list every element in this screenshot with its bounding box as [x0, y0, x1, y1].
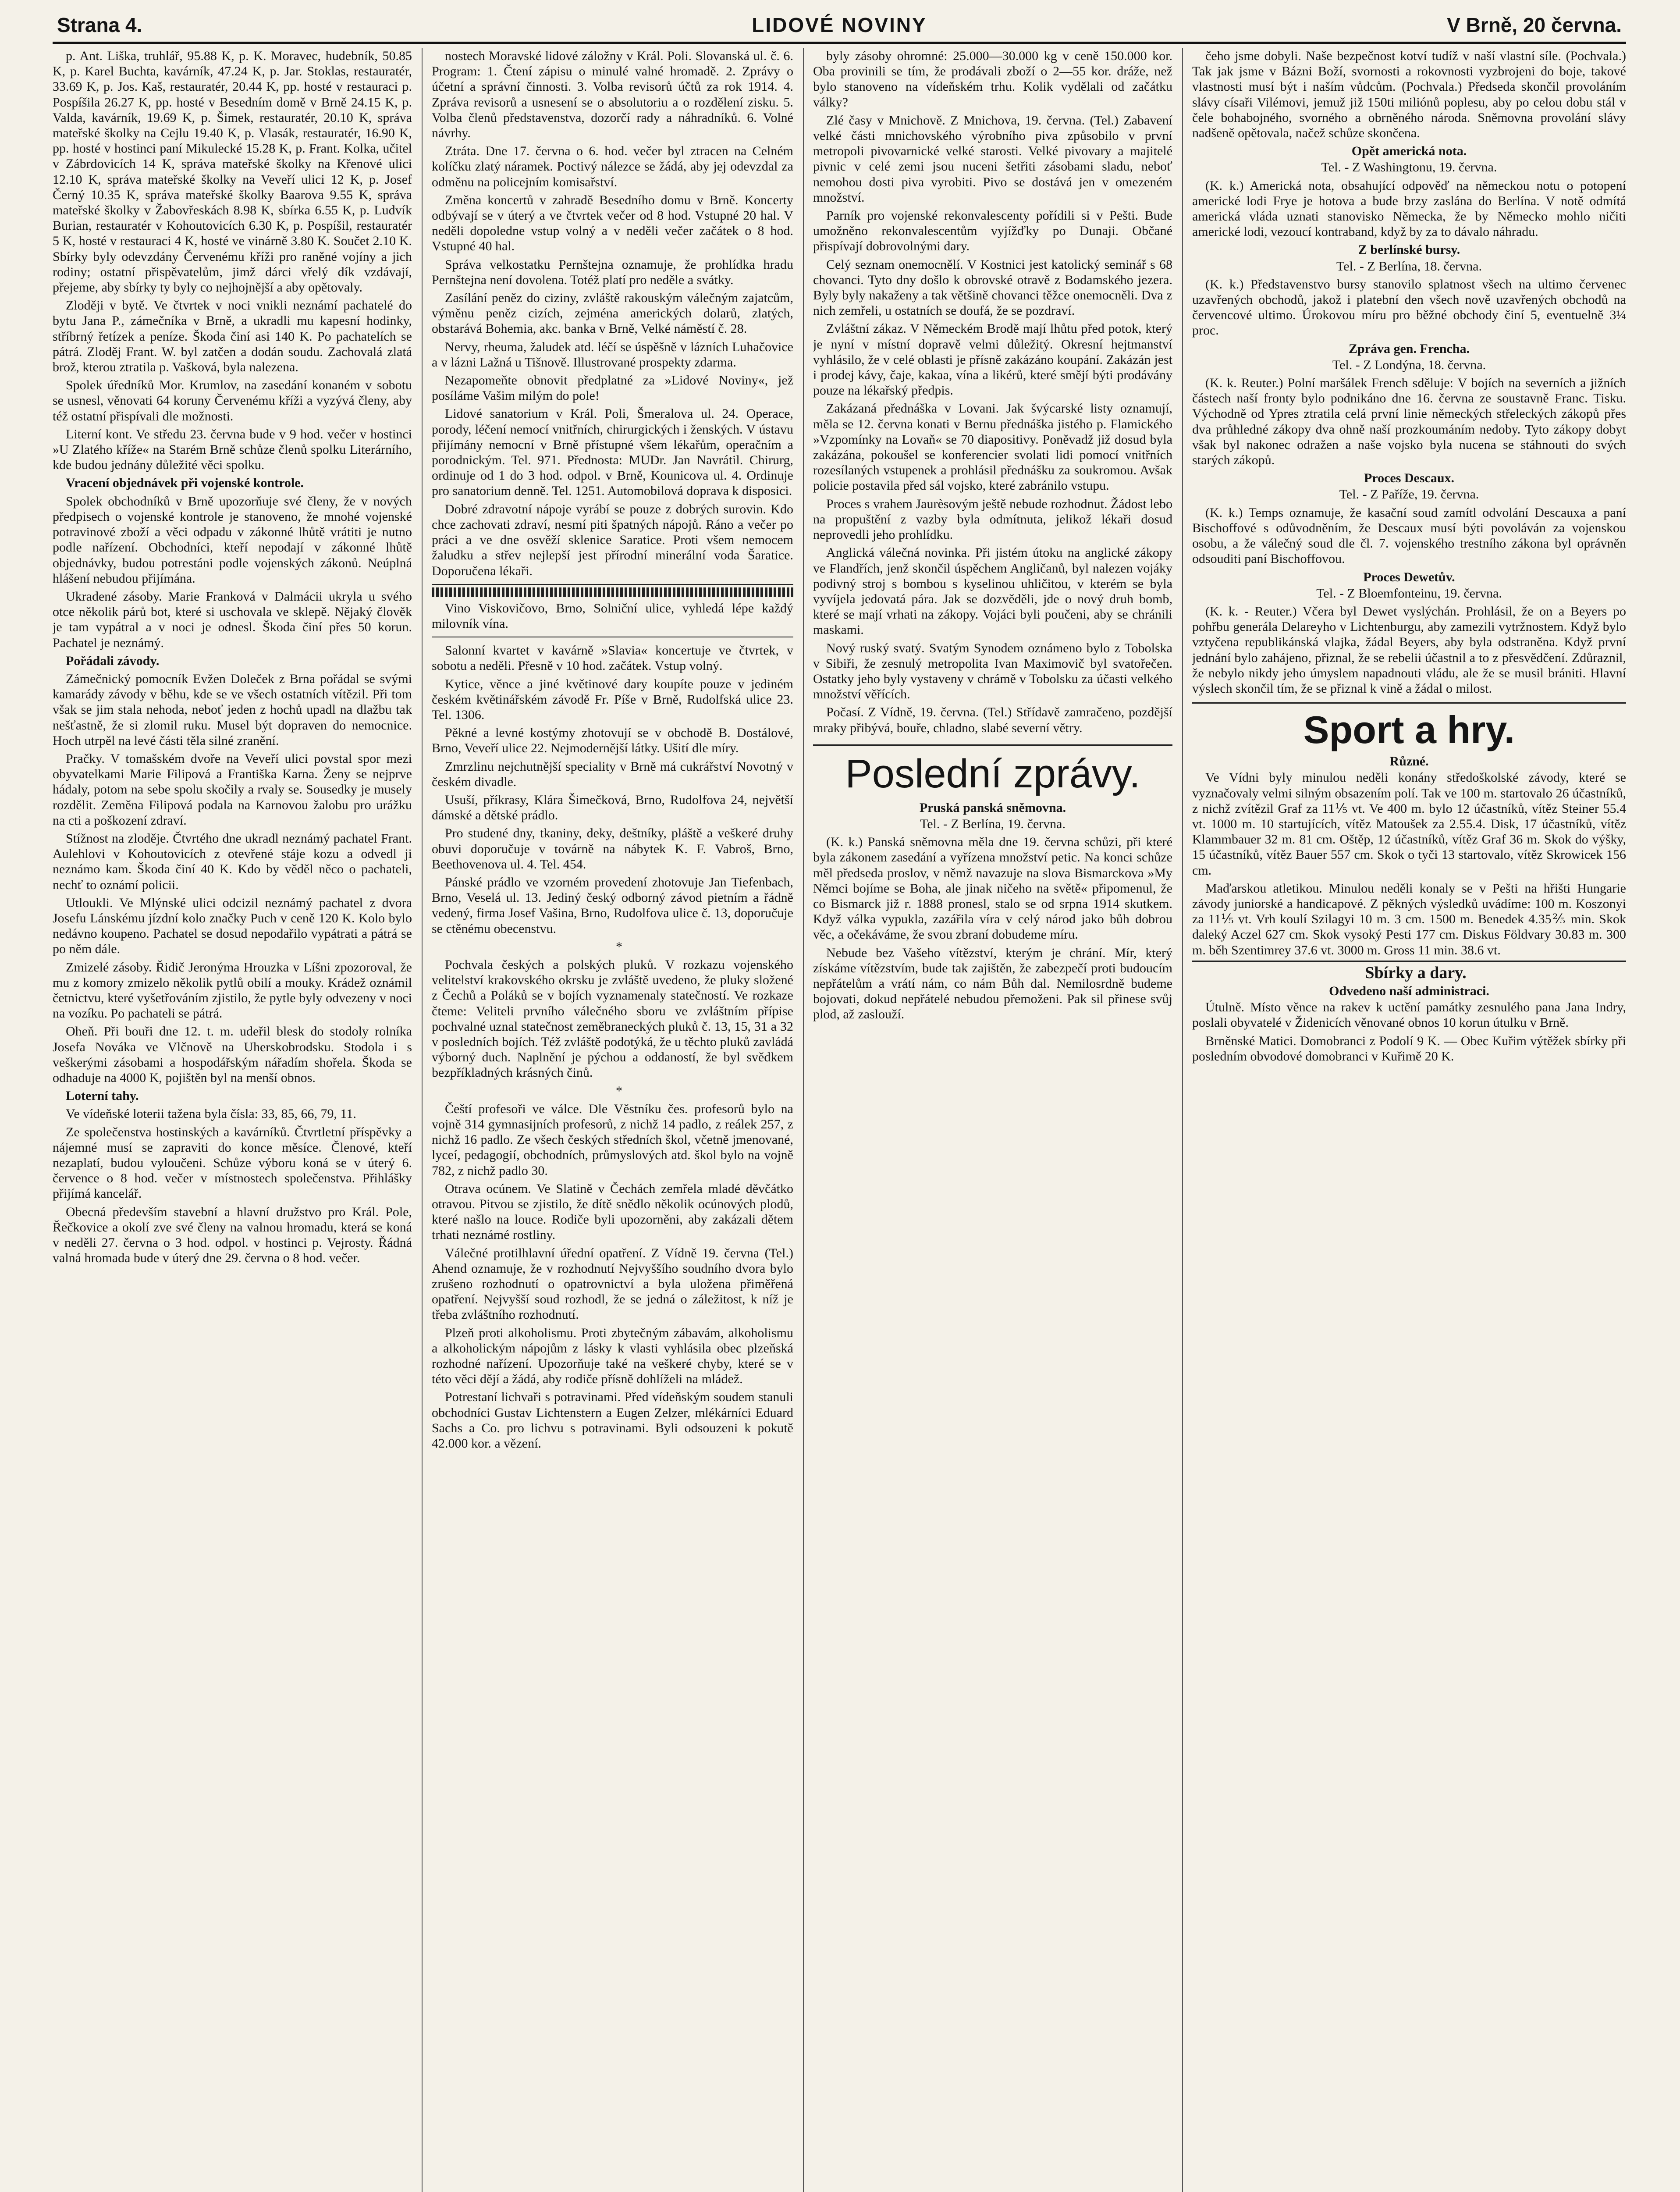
- article-paragraph: Zmizelé zásoby. Řidič Jeronýma Hrouzka v Líšni zpozoroval, že mu z komory zmizelo několik pytlů obilí a mouky. Krádež oznámil četnictvu, které vyšetřováním zjistilo, že pytle byly odvezeny v noci na vozíku. Po pachateli se pátrá.: [53, 960, 412, 1021]
- article-paragraph: Zloději v bytě. Ve čtvrtek v noci vnikli neznámí pachatelé do bytu Jana P., zámečníka v Brně, a ukradli mu kapesní hodinky, stříbrný řetízek a peníze. Škoda činí asi 140 K. Po pachatelích se pátrá. Zloděj Frant. W. byl zatčen a dodán soudu. Zachovalá zlatá brož, kterou ztratila p. Vašková, byla nalezena.: [53, 298, 412, 375]
- article-paragraph: Pochvala českých a polských pluků. V rozkazu vojenského velitelství krakovského okrsku je zvláště uvedeno, že pluky složené z Čechů a Poláků se v bojích vyznamenaly statečností. Ve rozkaze čteme: Veliteli prvního válečného sboru ve zvláštním přípise pochvalné uznal statečnost zeměbraneckých pluků č. 13, 15, 31 a 32 v posledních bojích. Též zvláště podotýká, že u těchto pluků zavládá výborný duch. Naplnění je pýchou a oddaností, že byl svědkem bezpříkladných krásných činů.: [432, 957, 793, 1080]
- article-paragraph: Anglická válečná novinka. Při jistém útoku na anglické zákopy ve Flandřích, jenž skončil úspěchem Angličanů, byl nalezen vojáky podivný stroj s bombou s kyselinou uhličitou, v kterém se byla vyvíjela jedovatá pára. Jak se dozvěděli, jde o nový druh bomb, které se mají vrhati na zákopy. Vojáci byli poučeni, aby se chránili maskami.: [813, 545, 1172, 637]
- news-headline: Různé.: [1389, 754, 1429, 769]
- article-paragraph: Literní kont. Ve středu 23. června bude v 9 hod. večer v hostinci »U Zlatého kříže« na Starém Brně schůze členů spolku Literárního, kde budou jednány důležité věci spolku.: [53, 427, 412, 473]
- article-paragraph: Pro studené dny, tkaniny, deky, deštníky, pláště a veškeré druhy obuvi doporučuje v továrně na nábytek K. F. Vabroš, Brno, Beethovenova ul. 4. Tel. 454.: [432, 826, 793, 872]
- article-paragraph: (K. k.) Temps oznamuje, že kasační soud zamítl odvolání Descauxa a paní Bischoffové s odůvodněním, že Descaux musí býti povoláván za vojenskou osobu, a že válečný soud dle čl. 7. vojenského trestního zákona byl oprávněn odsouditi paní Bischoffovou.: [1192, 505, 1626, 566]
- article-paragraph: Oheň. Při bouři dne 12. t. m. udeřil blesk do stodoly rolníka Josefa Nováka ve Vlčnově na Uherskobrodsku. Stodola i s veškerými zásobami a hospodářským nářadím shořela. Škoda se odhaduje na 4000 K, pojištěn byl na menší obnos.: [53, 1024, 412, 1085]
- article-paragraph: (K. k. Reuter.) Polní maršálek French sděluje: V bojích na severních a jižních částech naší fronty bylo podnikáno dne 16. června ze soustavně Franc. Tisku. Východně od Ypres ztratila celá první linie německých střeleckých zákopů přes dva průhledné zákopy dva ohně naší prozkoumáním nedoby. Tyto zákopy dobyt však byl nakonec odražen a naše vojsko byla nucena se stáhnouti do svých starých zákopů.: [1192, 376, 1626, 468]
- column-1: [53, 48, 412, 2192]
- article-paragraph: Salonní kvartet v kavárně »Slavia« koncertuje ve čtvrtek, v sobotu a neděli. Přesně v 10 hod. začátek. Vstup volný.: [432, 643, 793, 673]
- article-paragraph: Pračky. V tomašském dvoře na Veveří ulici povstal spor mezi obyvatelkami Marie Filipová a Františka Karna. Ženy se nejprve hádaly, potom na sebe spolu skočily a rvaly se. Sousedky je musely rozdělit. Zeměna Filipová podala na Karnovou žalobu pro urážku na cti a poškození zdraví.: [53, 751, 412, 828]
- article-paragraph: Kytice, věnce a jiné květinové dary koupíte pouze v jediném českém květinářském závodě Fr. Píše v Brně, Rudolfská ulice 23. Tel. 1306.: [432, 676, 793, 722]
- dateline: Tel. - Z Berlína, 18. června.: [1336, 259, 1482, 274]
- article-paragraph: (K. k. - Reuter.) Včera byl Dewet vyslýchán. Prohlásil, že on a Beyers po pohřbu generála Delareyho v Lichtenburgu, aby zamezili vytržnostem. Když bylo vztyčena republikánská vlajka, žádal Beyers, aby byla odstraněna. Když první jednání bylo zahájeno, přiznal, že se rebelii účastnil a to z přesvědčení. Zdůraznil, že nebylo nikdy jeho úmyslem napadnouti vládu, ale že se musil brániti. Hlavní výslech skončil tím, že se přiznal k vině a žádal o milost.: [1192, 604, 1626, 696]
- article-paragraph: Spolek obchodníků v Brně upozorňuje své členy, že v nových předpisech o vojenské kontrole je stanoveno, že mnohé vojenské potravinové zboží a věci odpadu v zákonné lhůtě vrátiti je nutno podle nařízení. Obchodníci, kteří nepodají v zákonné lhůtě objednávky, budou potrestáni podle vojenských zákonů. Neúplná hlášení nebudou přijímána.: [53, 494, 412, 586]
- dateline: Tel. - Z Berlína, 19. června.: [920, 816, 1066, 831]
- article-paragraph: Pánské prádlo ve vzorném provedení zhotovuje Jan Tiefenbach, Brno, Veselá ul. 13. Jediný český odborný závod pietním a řádně vedený, firma Josef Vašina, Brno, Rudolfova ulice č. 13, doporučuje se ctěnému obecenstvu.: [432, 875, 793, 936]
- news-headline: Zpráva gen. Frencha.: [1348, 341, 1470, 356]
- article-paragraph: Válečné protilhlavní úřední opatření. Z Vídně 19. června (Tel.) Ahend oznamuje, že v rozhodnutí Nejvyššího soudního dvora bylo zrušeno rozhodnutí o opatrovnictví a byla uložena přiměřená opatření. Nejvyšší soud rozhodl, že se jedná o záležitost, k níž je třeba zvláštního rozhodnutí.: [432, 1245, 793, 1322]
- article-heading: Vracení objednávek při vojenské kontrole.: [66, 476, 304, 491]
- column-4: [1192, 48, 1626, 2192]
- article-paragraph: Obecná především stavební a hlavní družstvo pro Král. Pole, Řečkovice a okolí zve své členy na valnou hromadu, která se koná v neděli 27. června o 3 hod. odpol. v hostinci p. Vejrosty. Řádná valná hromada bude v úterý dne 29. června o 8 hod. večer.: [53, 1204, 412, 1266]
- column-divider: [422, 48, 423, 2192]
- article-paragraph: Nezapomeňte obnovit předplatné za »Lidové Noviny«, jež posíláme Vašim milým do pole!: [432, 373, 793, 403]
- article-paragraph: Čeští profesoři ve válce. Dle Věstníku čes. profesorů bylo na vojně 314 gymnasijních profesorů, z nichž 14 padlo, z reálek 257, z nichž 16 padlo. Ze všech českých středních škol, včetně jmenované, lyceí, pedagogií, obchodních, průmyslových atd. škol bylo na vojně 782, z nichž padlo 30.: [432, 1101, 793, 1178]
- article-paragraph: Usuší, příkrasy, Klára Šimečková, Brno, Rudolfova 24, největší dámské a dětské prádlo.: [432, 792, 793, 823]
- article-paragraph: Pěkné a levné kostýmy zhotovují se v obchodě B. Dostálové, Brno, Veveří ulice 22. Nejmodernější látky. Ušití dle míry.: [432, 726, 793, 756]
- page-number: Strana 4.: [57, 14, 142, 36]
- dateline: Tel. - Z Bloemfonteinu, 19. června.: [1316, 586, 1502, 601]
- article-heading: Loterní tahy.: [66, 1089, 139, 1103]
- article-paragraph: Ze společenstva hostinských a kavárníků. Čtvrtletní příspěvky a nájemné musí se zapraviti do konce měsíce. Členové, kteří nezaplatí, budou vyloučeni. Schůze výboru koná se v úterý 6. července o 8 hod. večer v místnostech společenstva. Přihlášky přijímá kancelář.: [53, 1124, 412, 1201]
- article-paragraph: Stížnost na zloděje. Čtvrtého dne ukradl neznámý pachatel Frant. Aulehlovi v Kohoutovicích z otevřené stáje kozu a odvedl ji neznámo kam. Škoda činí 40 K. Kdo by věděl něco o pachateli, nechť to oznámí policii.: [53, 831, 412, 892]
- article-paragraph: Ztráta. Dne 17. června o 6. hod. večer byl ztracen na Celném kolíčku zlatý náramek. Poctivý nálezce se žádá, aby jej odevzdal za odměnu na policejním komisařství.: [432, 144, 793, 189]
- article-paragraph: Nebude bez Vašeho vítězství, kterým je chrání. Mír, který získáme vítězstvím, bude tak zajištěn, že zabezpečí proti budoucím nepřátelům a vrátí nám, co nám Bůh dal. Nemilosrdně budeme bojovati, dokud nepřátelé nebudou přemoženi. Pak sil přinese svůj plod, až zaslouží.: [813, 945, 1172, 1022]
- article-paragraph: Ukradené zásoby. Marie Franková v Dalmácii ukryla u svého otce několik párů bot, které si uschovala ve sklepě. Nějaký člověk je tam vypátral a v noci je odnesl. Škoda činí přes 50 korun. Pachatel je neznámý.: [53, 589, 412, 650]
- article-paragraph: Zlé časy v Mnichově. Z Mnichova, 19. června. (Tel.) Zabavení velké části mnichovského výrobního piva způsobilo v první metropoli pivovarnické velké starosti. Velké pivovary a majitelé pivnic v celé zemi jsou nuceni šetřiti zásobami sladu, neboť nemohou dosti piva vyrobiti. Pivo se dostává jen v omezeném množství.: [813, 113, 1172, 205]
- ad-ornament: [432, 587, 793, 597]
- dateline: Tel. - Z Londýna, 18. června.: [1332, 357, 1486, 372]
- column-divider: [803, 48, 804, 2192]
- article-paragraph: Otrava ocúnem. Ve Slatině v Čechách zemřela mladé děvčátko otravou. Pitvou se zjistilo, že dítě snědlo několik ocúnových plodů, které našlo na louce. Rodiče byli upozorněni, aby zakázali dětem trhati neznámé rostliny.: [432, 1181, 793, 1242]
- article-paragraph: nostech Moravské lidové záložny v Král. Poli. Slovanská ul. č. 6. Program: 1. Čtení zápisu o minulé valné hromadě. 2. Zprávy o účetní a správní činnosti. 3. Volba revisorů účtů za rok 1914. 4. Zpráva revisorů a usnesení se o absolutoriu a o rozdělení zisku. 5. Volba členů představenstva, dozorčí rady a náhradníků. 6. Volné návrhy.: [432, 49, 793, 141]
- article-paragraph: Maďarskou atletikou. Minulou neděli konaly se v Pešti na hřišti Hungarie závody juniorské a handicapové. Z pěkných výsledků uvádíme: 100 m. Koszonyi za 11⅕ vt. Vrh koulí Szilagyi 10 m. 3 cm. 1500 m. Benedek 4.35⅖ min. Skok daleký Aczel 627 cm. Skok vysoký Pesti 177 cm. Diskus Földvary 30.83 m. 300 m. běh Szentimrey 37.6 vt. 3000 m. Gross 11 min. 38.6 vt.: [1192, 881, 1626, 957]
- article-paragraph: Parník pro vojenské rekonvalescenty pořídili si v Pešti. Bude umožněno rekonvalescentům vyjížďky po Dunaji. Občané přispívají dobrovolnými dary.: [813, 208, 1172, 254]
- section-title-latest-news: Poslední zprávy.: [813, 744, 1172, 796]
- article-paragraph: Potrestaní lichvaři s potravinami. Před vídeňským soudem stanuli obchodníci Gustav Lichtenstern a Eugen Zelzer, mlékárníci Eduard Sachs a Co. pro lichvu s potravinami. Byli odsouzeni k pokutě 42.000 kor. a vězení.: [432, 1390, 793, 1451]
- ad-text: Vino Viskovičovo, Brno, Solniční ulice, vyhledá lépe každý milovník vína.: [432, 601, 793, 631]
- article-paragraph: Ve vídeňské loterii tažena byla čísla: 33, 85, 66, 79, 11.: [66, 1107, 356, 1121]
- news-headline: Proces Descaux.: [1364, 471, 1455, 486]
- article-paragraph: Celý seznam onemocnělí. V Kostnici jest katolický seminář s 68 chovanci. Tyto dny došlo k obrovské otravě z Bodamského jezera. Byly byly nakaženy a tak většině chovanci těžce onemocněli. Dva z nich zemřeli, u ostatních se doufá, že se pozdraví.: [813, 257, 1172, 318]
- section-title-collections: Sbírky a dary.: [1192, 961, 1626, 981]
- article-paragraph: Zmrzlinu nejchutnější speciality v Brně má cukrářství Novotný v českém divadle.: [432, 759, 793, 789]
- news-headline: Proces Dewetův.: [1363, 569, 1455, 584]
- article-paragraph: Ve Vídni byly minulou neděli konány středoškolské závody, které se vyznačovaly velmi silným obsazením polí. Tak ve 100 m. startovalo 26 účastníků, z nichž zvítězil Graf za 11⅕ vt. Ve 400 m. bylo 12 účastníků, vítěz Steiner 55.4 vt. 1000 m. 10 startujících, vítěz Matoušek za 2.55.4. Disk, 17 účastníků, vítěz Klammbauer 32 m. 81 cm. Oštěp, 12 účastníků, vítěz Graf 36 m. Skok do výšky, 15 účastníků, vítěz Bauer 557 cm. Skok o tyči 13 startovalo, vítěz Skrowicek 156 cm.: [1192, 770, 1626, 878]
- article-paragraph: Zámečnický pomocník Evžen Doleček z Brna pořádal se svými kamarády závody v běhu, kde se ve všech ostatních vítězil. Při tom však se jim stala nehoda, neboť jeden z hochů upadl na dlažbu tak nešťastně, že si zlomil ruku. Musel být dopraven do nemocnice. Hoch utrpěl na levé části těla silné zranění.: [53, 671, 412, 748]
- article-paragraph: Útulně. Místo věnce na rakev k uctění památky zesnulého pana Jana Indry, poslali obyvatelé v Židenicích věnované obnos 10 korun útulku v Brně.: [1192, 1000, 1626, 1030]
- dateline: Tel. - Z Washingtonu, 19. června.: [1321, 160, 1497, 175]
- article-paragraph: (K. k.) Panská sněmovna měla dne 19. června schůzi, při které byla zákonem zasedání a vyřízena množství petic. Na konci schůze měl předseda proslov, v němž navazuje na slova Bismarckova »My Němci bojíme se Boha, ale jinak ničeho na světě« připomenul, že co Bismarck již r. 1888 pronesl, stalo se od srpna 1914 skutkem. Když válka vypukla, zazářila víra v celý národ jako bůh dobrou věc, a očekáváme, že svou zbraní dobudeme míru.: [813, 835, 1172, 942]
- separator-asterisk: *: [616, 939, 622, 954]
- article-paragraph: Počasí. Z Vídně, 19. června. (Tel.) Střídavě zamračeno, pozdější mraky přibývá, bouře, chladno, slabé severní větry.: [813, 705, 1172, 735]
- article-paragraph: Nový ruský svatý. Svatým Synodem oznámeno bylo z Tobolska v Sibiři, že zesnulý metropolita Ivan Maximovič byl svatořečen. Ostatky jeho byly vystaveny v chrámě v Tobolsku za účasti velkého množství věřících.: [813, 641, 1172, 702]
- article-paragraph: Správa velkostatku Pernštejna oznamuje, že prohlídka hradu Pernštejna není dovolena. Totéž platí pro neděle a svátky.: [432, 257, 793, 287]
- article-paragraph: Zvláštní zákaz. V Německém Brodě mají lhůtu před potok, který je nyní v místní dopravě velmi důležitý. Okresní hejtmanství vyhlásilo, že v celé oblasti je přísně zakázáno koupání. Zakázán jest i prodej kávy, čaje, kakaa, vína a likérů, které smějí býti prodávány pouze na lékařský předpis.: [813, 321, 1172, 398]
- article-paragraph: (K. k.) Představenstvo bursy stanovilo splatnost všech na ultimo červenec uzavřených obchodů, jakož i platební den všech nově uzavřených obchodů na červencové ultimo. Úrokovou míru pro běžné obchody činí 5, eventuelně 3¼ proc.: [1192, 277, 1626, 338]
- separator-asterisk: *: [616, 1083, 622, 1098]
- article-paragraph: čeho jsme dobyli. Naše bezpečnost kotví tudíž v naší vlastní síle. (Pochvala.) Tak jak jsme v Bázni Boží, svornosti a rokovnosti vyzbrojeni do boje, takové vlastnosti musí být i naším vůdcům. (Pochvala.) Předseda skončil provoláním slávy císaři Vilémovi, jemuž již 150ti miliónů poplesu, aby po celou dobu stál v čele bohabojného, svorného a obrněného národa. Sněmovna provolání slávy nadšeně opětovala, načež schůze skončena.: [1192, 49, 1626, 141]
- news-headline: Odvedeno naší administraci.: [1329, 983, 1489, 998]
- article-paragraph: Nervy, rheuma, žaludek atd. léčí se úspěšně v lázních Luhačovice a v lázni Lažná u Tišnově. Illustrované prospekty zdarma.: [432, 339, 793, 370]
- article-paragraph: (K. k.) Americká nota, obsahující odpověď na německou notu o potopení americké lodi Frye je hotova a bude brzy zaslána do Berlína. V notě odmítá americká vláda uznati stanovisko Německa, že by Německo mohlo ničiti americké lodi, vezoucí kontraband, když by za to dávalo náhradu.: [1192, 178, 1626, 239]
- article-paragraph: Změna koncertů v zahradě Besedního domu v Brně. Koncerty odbývají se v úterý a ve čtvrtek večer od 8 hod. Vstupné 20 hal. V neděli dopoledne vstup volný a v neděli večer začátek o 8 hod. Vstupné 40 hal.: [432, 192, 793, 254]
- news-headline: Z berlínské bursy.: [1358, 242, 1460, 257]
- article-paragraph: Lidové sanatorium v Král. Poli, Šmeralova ul. 24. Operace, porody, léčení nemocí vnitřních, chirurgických i ženských. V ústavu přijímány nemocní v Brně přístupné všem lékařům, operačním a porodnickým. Tel. 971. Přednosta: MUDr. Jan Navrátil. Chirurg, ordinuje od 1 do 3 hod. odpol. v Brně, Kounicova ul. 4. Ordinuje pro sanatorium denně. Tel. 1251. Automobilová doprava k disposici.: [432, 406, 793, 498]
- column-divider: [1182, 48, 1183, 2192]
- section-title-sport: Sport a hry.: [1192, 702, 1626, 752]
- column-3: [813, 48, 1172, 2192]
- article-heading: Pořádali závody.: [66, 653, 160, 668]
- news-headline: Pruská panská sněmovna.: [919, 800, 1066, 815]
- article-paragraph: Zakázaná přednáška v Lovani. Jak švýcarské listy oznamují, měla se 12. června konati v Bernu přednáška jistého p. Flamického »Vzpomínky na Lovaň« se 70 diapositivy. Poněvadž již dosud byla zakázána, pokoušel se konferencier svolati lidi pomocí vnitřních rozesílaných vstupenek a prohlásil přednášku za soukromou. Avšak policie postavila před sál vojsko, které zabránilo vstupu.: [813, 401, 1172, 493]
- article-paragraph: byly zásoby ohromné: 25.000—30.000 kg v ceně 150.000 kor. Oba provinili se tím, že prodávali zboží o 2—55 kor. dráže, než bylo stanoveno na vídeňském trhu. Kolik vydělali od začátku války?: [813, 49, 1172, 110]
- article-paragraph: Proces s vrahem Jaurèsovým ještě nebude rozhodnut. Žádost lebo na propuštění z vazby byla odmítnuta, jelikož lékaři dosud neprovedli jeho prohlídku.: [813, 496, 1172, 542]
- masthead: [57, 13, 1622, 44]
- article-paragraph: p. Ant. Liška, truhlář, 95.88 K, p. K. Moravec, hudebník, 50.85 K, p. Karel Buchta, kavárník, 47.24 K, p. Jar. Stoklas, restauratér, 33.69 K, p. Jos. Kaš, restauratér, 20.44 K, pp. hosté v restauraci p. Pospíšila 26.27 K, pp. hosté v Besedním domě v Brně 24.15 K, p. Valda, kavárník, 19.69 K, p. Šimek, restauratér, 20.10 K, správa mateřské školky na Cejlu 19.40 K, p. Vlasák, restauratér, 16.90 K, pp. hosté v hostinci paní Mikulecké 15.28 K, p. Frant. Kolka, učitel v Zábrdovicích 14 K, správa mateřské školky na Křenové ulici 12.10 K, správa mateřské školky na Veveří ulici 12 K, p. Josef Černý 10.35 K, správa mateřské školky Baarova 9.55 K, správa mateřské školky v Žabovřeskách 8.98 K, sbírka 6.55 K, p. Ludvík Burian, restauratér v Kohoutovicích 6.30 K, p. Pospíšil, restauratér 5 K, hosté v restauraci 4 K, hosté ve vinárně 3.80 K. Součet 2.10 K. Sbírky byly odevzdány Červenému kříži pro raněné vojíny a jich rodiny; ostatní přispěvatelům, jimž dárci vřelý dík vzdávají, přejeme, aby sbírky ty byly co nejhojnější a aby opětovaly.: [53, 49, 412, 295]
- article-paragraph: Zasílání peněz do ciziny, zvláště rakouským válečným zajatcům, výměnu peněz cizích, zejména amerických dolarů, zlatých, obstarává Bohemia, akc. banka v Brně, Velké náměstí č. 28.: [432, 291, 793, 336]
- article-paragraph: Utloukli. Ve Mlýnské ulici odcizil neznámý pachatel z dvora Josefu Lánskému jízdní kolo značky Puch v ceně 120 K. Kolo bylo nedávno koupeno. Pachatel se dosud nepodařilo vypátrati a pátrá se po něm dále.: [53, 895, 412, 957]
- article-paragraph: Plzeň proti alkoholismu. Proti zbytečným zábavám, alkoholismu a alkoholickým nápojům z lásky k vlasti vyhlásila obec plzeňská rozhodné nařízení. Upozorňuje také na veškeré chyby, které se v této věci dějí a žádá, aby rodiče přísně dohlíželi na mládež.: [432, 1325, 793, 1387]
- advertisement-box: [432, 584, 793, 637]
- newspaper-title: LIDOVÉ NOVINY: [752, 14, 927, 36]
- column-2: [432, 48, 793, 2192]
- news-headline: Opět americká nota.: [1351, 144, 1467, 159]
- article-paragraph: Dobré zdravotní nápoje vyrábí se pouze z dobrých surovin. Kdo chce zachovati zdraví, nesmí piti špatných nápojů. Ráno a večer po práci a ve dne osvěží sklenice Saratice. Proti všem nemocem žaludku a střev nejlepší jest přírodní minerální voda Šaratice. Doporučena lékaři.: [432, 502, 793, 578]
- place-date: V Brně, 20 června.: [1447, 14, 1622, 36]
- article-paragraph: Spolek úředníků Mor. Krumlov, na zasedání konaném v sobotu se usnesl, věnovati 64 koruny Červenému kříži a vyzývá členy, aby též ostatní přispívali dle možnosti.: [53, 378, 412, 423]
- masthead-rule: [53, 42, 1626, 44]
- article-paragraph: Brněnské Matici. Domobranci z Podolí 9 K. — Obec Kuřim výtěžek sbírky při posledním obvodové domobranci v Kuřimě 20 K.: [1192, 1033, 1626, 1064]
- dateline: Tel. - Z Paříže, 19. června.: [1339, 487, 1479, 502]
